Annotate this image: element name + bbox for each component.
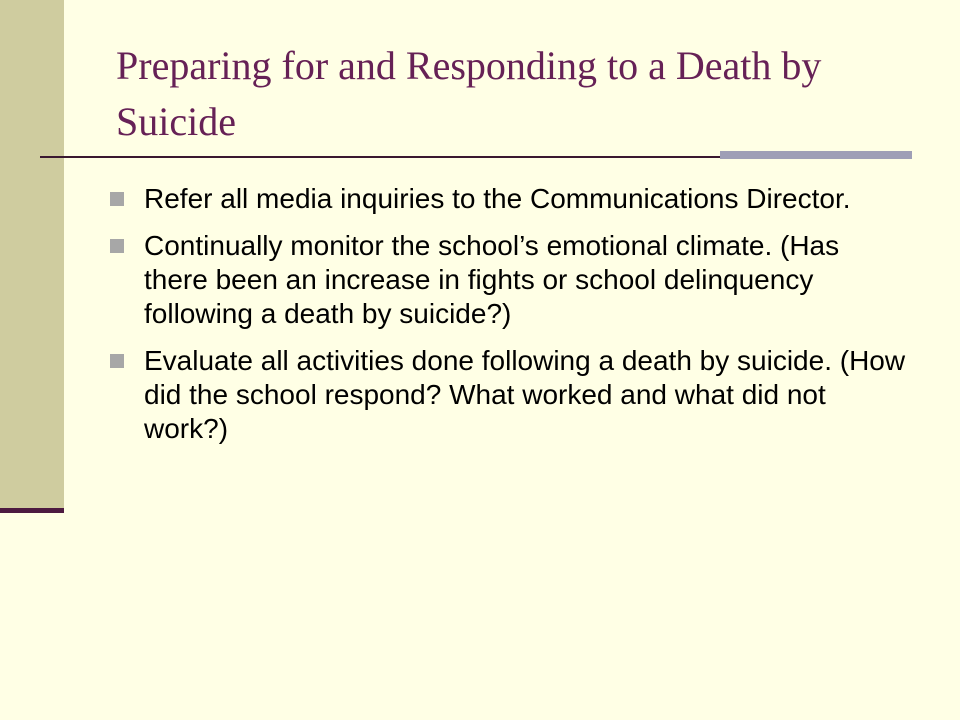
- title-divider-line: [40, 156, 720, 158]
- bullet-item: [110, 344, 910, 446]
- square-bullet-icon: [110, 239, 124, 253]
- bullet-text: Evaluate all activities done following a death by suicide. (How did the school respond? What worked and what did not work?): [144, 345, 906, 444]
- bullet-text: Continually monitor the school’s emotional climate. (Has there been an increase in fights or school delinquency following a death by suicide?): [144, 230, 840, 329]
- slide-title: Preparing for and Responding to a Death by Suicide: [116, 43, 822, 144]
- bullet-text: Refer all media inquiries to the Communications Director.: [144, 183, 851, 214]
- bullet-item: [110, 182, 910, 216]
- left-bar-accent-line: [0, 508, 64, 513]
- left-decorative-bar: [0, 0, 64, 510]
- square-bullet-icon: [110, 354, 124, 368]
- bullet-item: [110, 229, 910, 331]
- title-divider-accent: [720, 151, 912, 159]
- square-bullet-icon: [110, 192, 124, 206]
- bullet-list: [110, 182, 910, 459]
